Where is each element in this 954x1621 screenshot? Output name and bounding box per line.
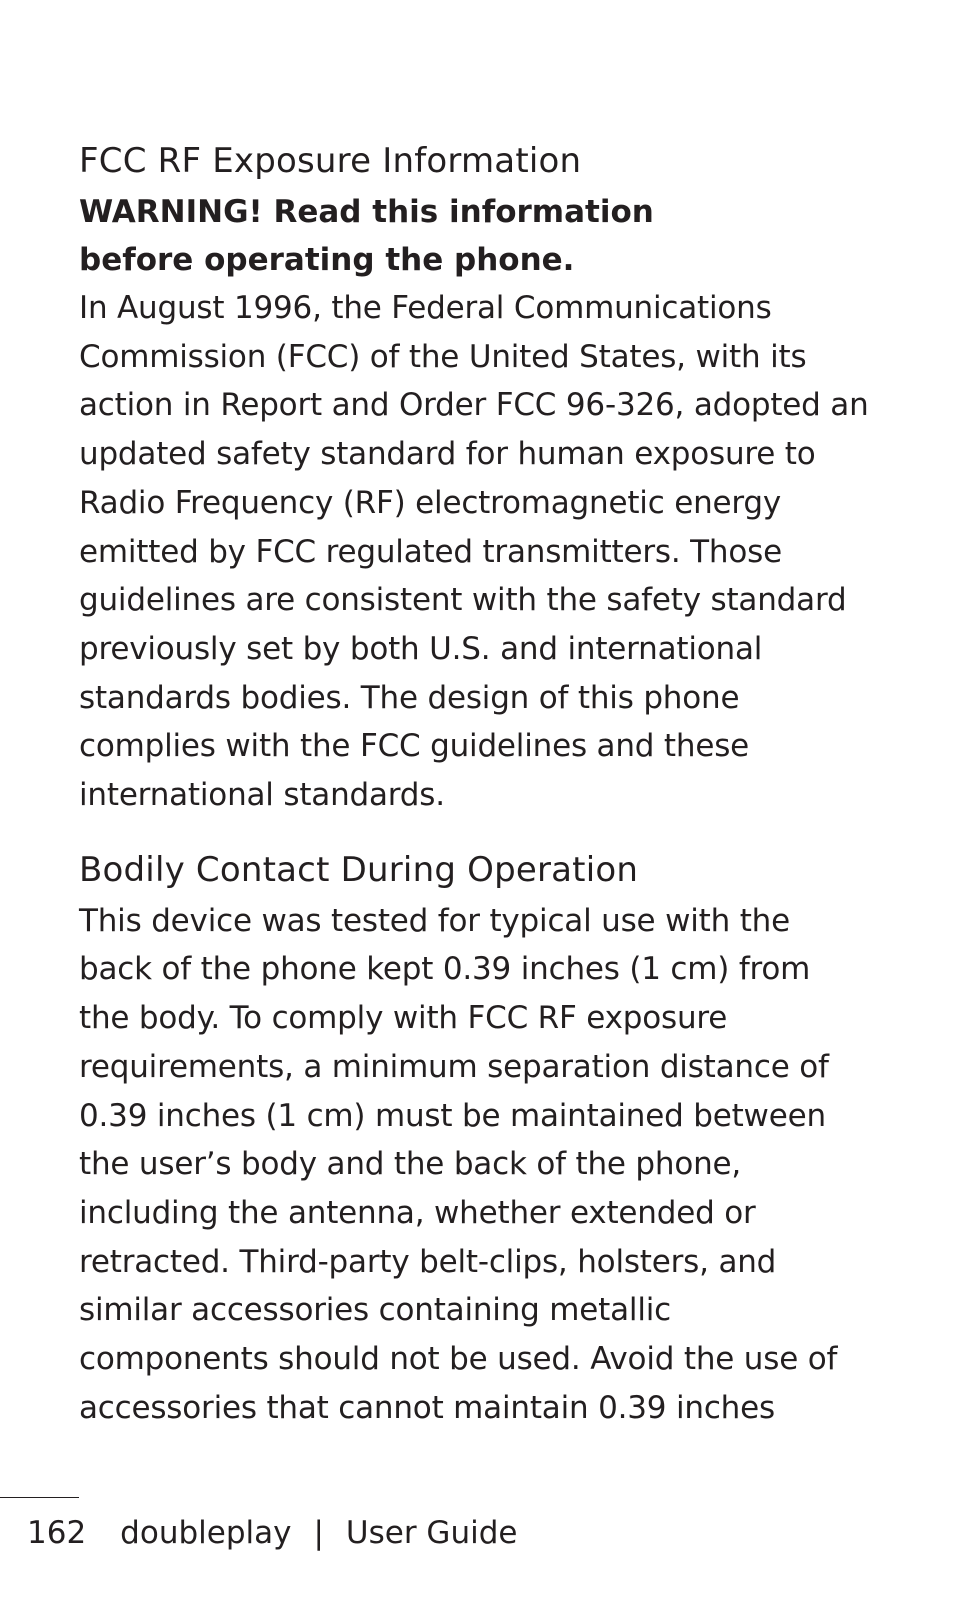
section-heading-fcc-rf-exposure: FCC RF Exposure Information	[79, 141, 582, 181]
bodily-contact-paragraph: This device was tested for typical use with the back of the phone kept 0.39 inches (1 cm) from the body. To comply with FCC RF exposure requirements, a minimum separation distance of 0.39 inches (1 cm) must be maintained between the user’s body and the back of the phone, including the antenna, whether extended or retracted. Third-party belt-clips, holsters, and similar accessories containing metallic components should not be used. Avoid the use of accessories that cannot maintain 0.39 inches	[79, 902, 838, 1426]
footer-separator: |	[313, 1515, 324, 1551]
page-number: 162	[27, 1515, 87, 1551]
page-footer	[27, 1513, 517, 1553]
footer-guide-title: User Guide	[345, 1515, 518, 1551]
section-heading-bodily-contact: Bodily Contact During Operation	[79, 849, 639, 890]
footer-rule	[0, 1497, 79, 1498]
page-content	[79, 138, 879, 1432]
warning-text: WARNING! Read this information before operating the phone.	[79, 194, 654, 278]
fcc-rf-exposure-paragraph: In August 1996, the Federal Communications Commission (FCC) of the United States, with its action in Report and Order FCC 96-326, adopted an updated safety standard for human exposure to Radio Frequency (RF) electromagnetic energy emitted by FCC regulated transmitters. Those guidelines are consistent with the safety standard previously set by both U.S. and international standards bodies. The design of this phone complies with the FCC guidelines and these international standards.	[79, 290, 869, 814]
footer-product-name: doubleplay	[120, 1515, 292, 1551]
